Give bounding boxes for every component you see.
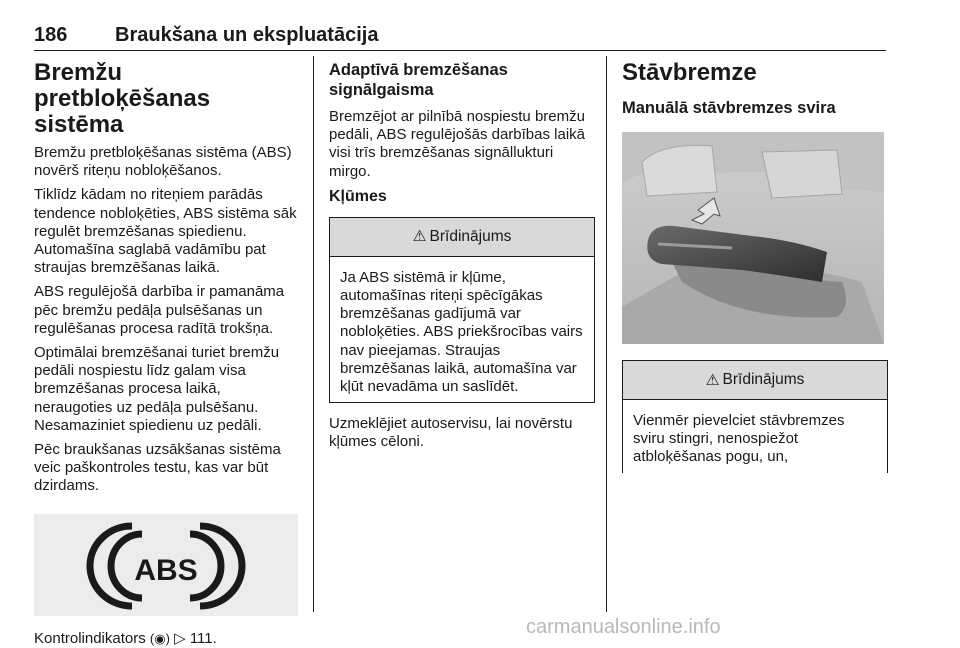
subheading-adaptive-brake-light: Adaptīvā bremzēšanas signālgaisma	[329, 61, 508, 99]
warning-triangle-icon: ⚠	[705, 371, 720, 389]
paragraph: Pēc braukšanas uzsākšanas sistēma veic paškontroles testu, kas var būt dzirdams.	[34, 441, 281, 495]
warning-box	[622, 360, 888, 473]
section-heading-parking-brake: Stāvbremze	[622, 59, 757, 86]
subheading-faults: Kļūmes	[329, 187, 387, 205]
page-ref-arrow-icon: ▷	[174, 629, 186, 647]
paragraph: ABS regulējošā darbība ir pamanāma pēc bremžu pedāļa pulsēšanas un regulēšanas procesa radītā trokšņa.	[34, 283, 285, 337]
subheading-manual-parking-brake: Manuālā stāvbremzes svira	[622, 99, 836, 117]
watermark: carmanualsonline.info	[526, 616, 721, 638]
parking-brake-lever-image	[622, 132, 884, 344]
abs-symbol-text: ABS	[134, 553, 198, 587]
warning-box	[329, 217, 595, 403]
abs-warning-icon	[34, 514, 298, 616]
warning-header	[330, 218, 594, 257]
warning-text: Vienmēr pievelciet stāvbremzes sviru stingri, nenospiežot atbloķēšanas pogu, un,	[633, 412, 845, 466]
column-divider	[313, 56, 314, 612]
page-header	[34, 24, 886, 51]
column-divider	[606, 56, 607, 612]
warning-title: Brīdinājums	[429, 227, 512, 245]
paragraph: Bremzējot ar pilnībā nospiestu bremžu pedāli, ABS regulējošās darbības laikā visi trīs bremzēšanas signāllukturi mirgo.	[329, 108, 585, 180]
running-title: Braukšana un ekspluatācija	[115, 24, 379, 46]
warning-text: Ja ABS sistēmā ir kļūme, automašīnas riteņi spēcīgākas bremzēšanas gadījumā var nobloķēties. ABS priekšrocības vairs nav pieejamas. Straujas bremzēšanas laikā, automašīna var kļūt nevadāma un saslīdēt.	[340, 268, 583, 396]
warning-triangle-icon: ⚠	[412, 228, 427, 246]
paragraph: Optimālai bremzēšanai turiet bremžu pedāli nospiestu līdz galam visa bremzēšanas procesa laikā, neraugoties uz pedāļa pulsēšanu. Nesamaziniet spiedienu uz pedāli.	[34, 344, 280, 434]
column-adaptive-brake-light	[329, 60, 595, 458]
page-number: 186	[34, 24, 68, 46]
column-abs	[34, 60, 302, 648]
warning-header	[623, 361, 887, 400]
paragraph: Bremžu pretbloķēšanas sistēma (ABS) novērš riteņu nobloķēšanos.	[34, 144, 292, 180]
warning-title: Brīdinājums	[722, 371, 805, 388]
parking-brake-lever-photo	[622, 132, 884, 344]
paragraph: Tiklīdz kādam no riteņiem parādās tendence nobloķēties, ABS sistēma sāk regulēt bremzēšanas spiedienu. Automašīna saglabā vadāmību pat straujas bremzēšanas laikā.	[34, 186, 297, 277]
warning-body	[330, 257, 594, 402]
column-parking-brake	[622, 60, 888, 473]
abs-small-icon: (◉)	[149, 630, 170, 646]
warning-body	[623, 400, 887, 473]
indicator-caption	[34, 630, 302, 648]
abs-indicator-illustration	[34, 514, 298, 616]
section-heading-abs: Bremžu pretbloķēšanas sistēma	[34, 59, 211, 138]
caption-label: Kontrolindikators	[34, 629, 146, 647]
paragraph: Uzmeklējiet autoservisu, lai novērstu kļūmes cēloni.	[329, 415, 573, 451]
caption-page-ref[interactable]: 111.	[189, 629, 217, 647]
